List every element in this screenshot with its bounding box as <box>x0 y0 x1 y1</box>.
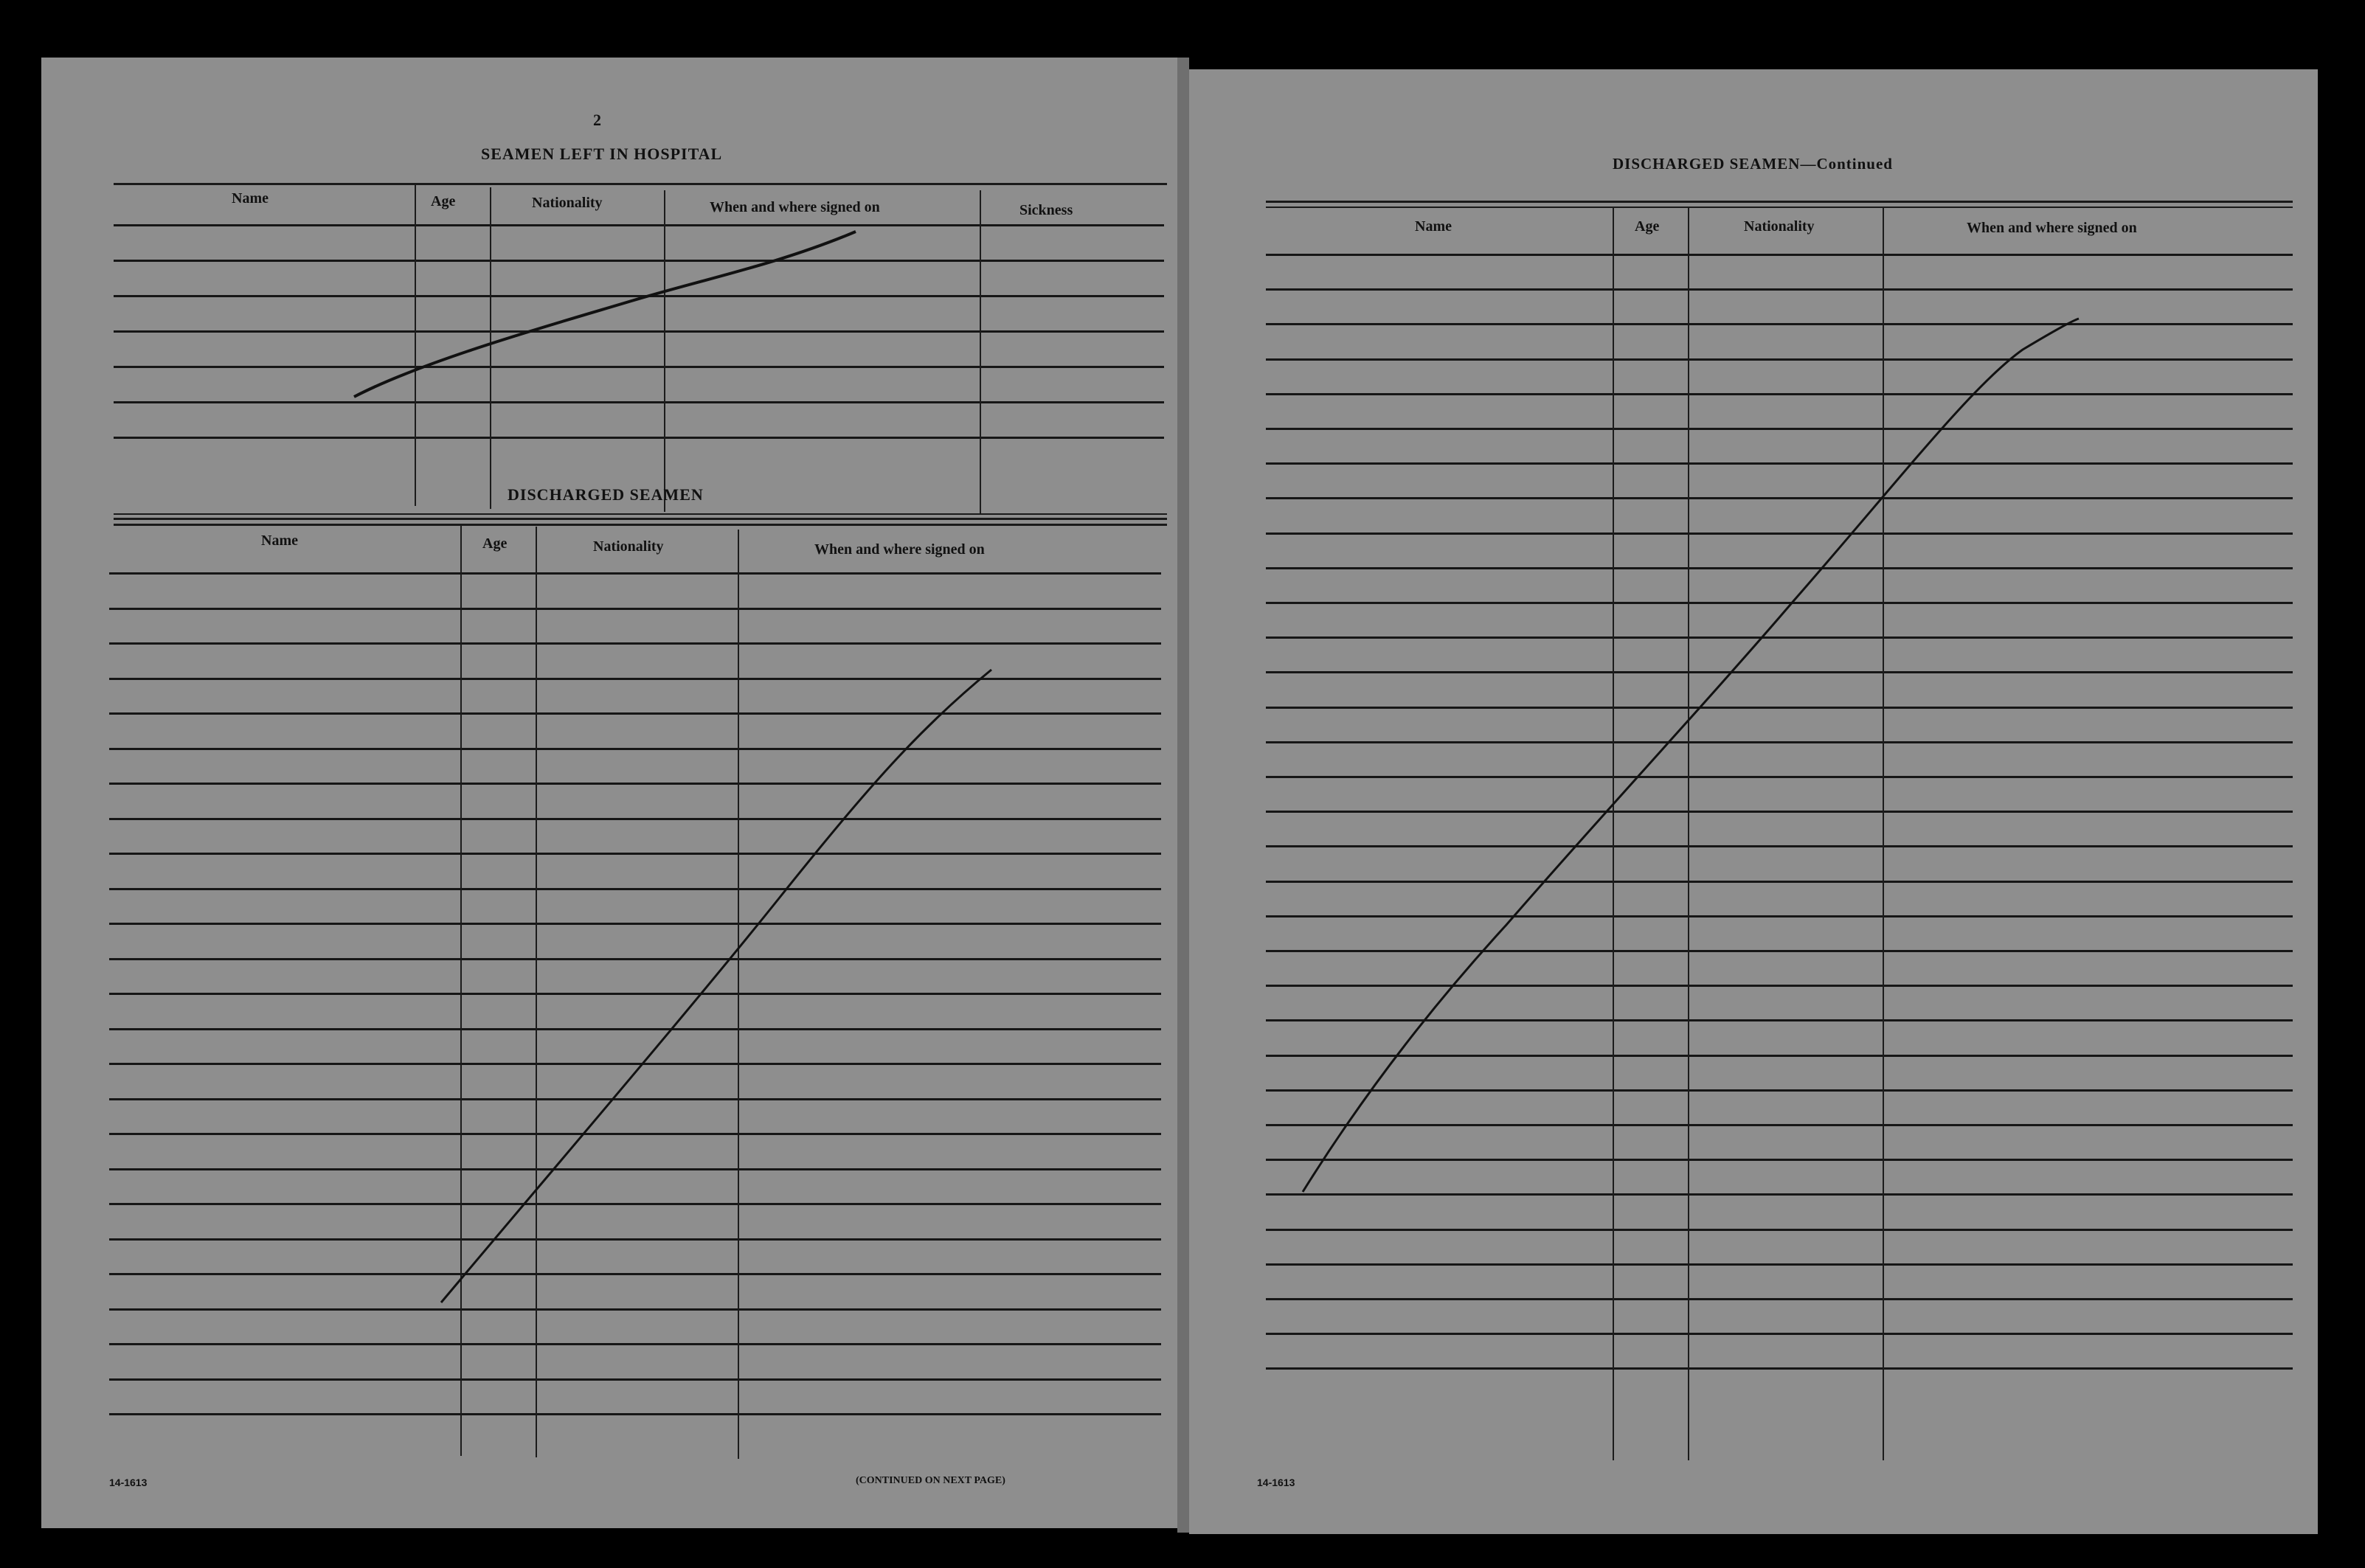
left-form-page <box>41 58 1177 1528</box>
right-col-nationality: Nationality <box>1744 218 1815 235</box>
hospital-col-sickness: Sickness <box>1019 202 1073 218</box>
discharged-col-age: Age <box>482 535 508 552</box>
form-number: 14-1613 <box>109 1477 148 1488</box>
cancellation-stroke <box>41 58 1177 1528</box>
hospital-col-name: Name <box>232 190 269 207</box>
continued-note: (CONTINUED ON NEXT PAGE) <box>856 1475 1005 1486</box>
right-col-age: Age <box>1635 218 1660 235</box>
discharged-section-title: DISCHARGED SEAMEN <box>508 485 704 504</box>
right-col-name: Name <box>1415 218 1452 235</box>
discharged-col-name: Name <box>261 533 298 549</box>
discharged-col-nationality: Nationality <box>593 538 664 555</box>
hospital-col-signed-on: When and where signed on <box>710 199 880 215</box>
discharged-col-signed-on: When and where signed on <box>814 541 985 558</box>
hospital-section-title: SEAMEN LEFT IN HOSPITAL <box>481 145 723 163</box>
hospital-col-age: Age <box>431 193 456 209</box>
form-number: 14-1613 <box>1257 1477 1295 1488</box>
hospital-col-nationality: Nationality <box>532 195 603 211</box>
right-form-page <box>1189 69 2318 1534</box>
page-fold <box>1177 58 1189 1533</box>
cancellation-stroke <box>1189 69 2318 1534</box>
right-col-signed-on: When and where signed on <box>1967 220 2137 236</box>
continued-section-title: DISCHARGED SEAMEN—Continued <box>1613 155 1893 173</box>
page-number: 2 <box>593 111 602 129</box>
